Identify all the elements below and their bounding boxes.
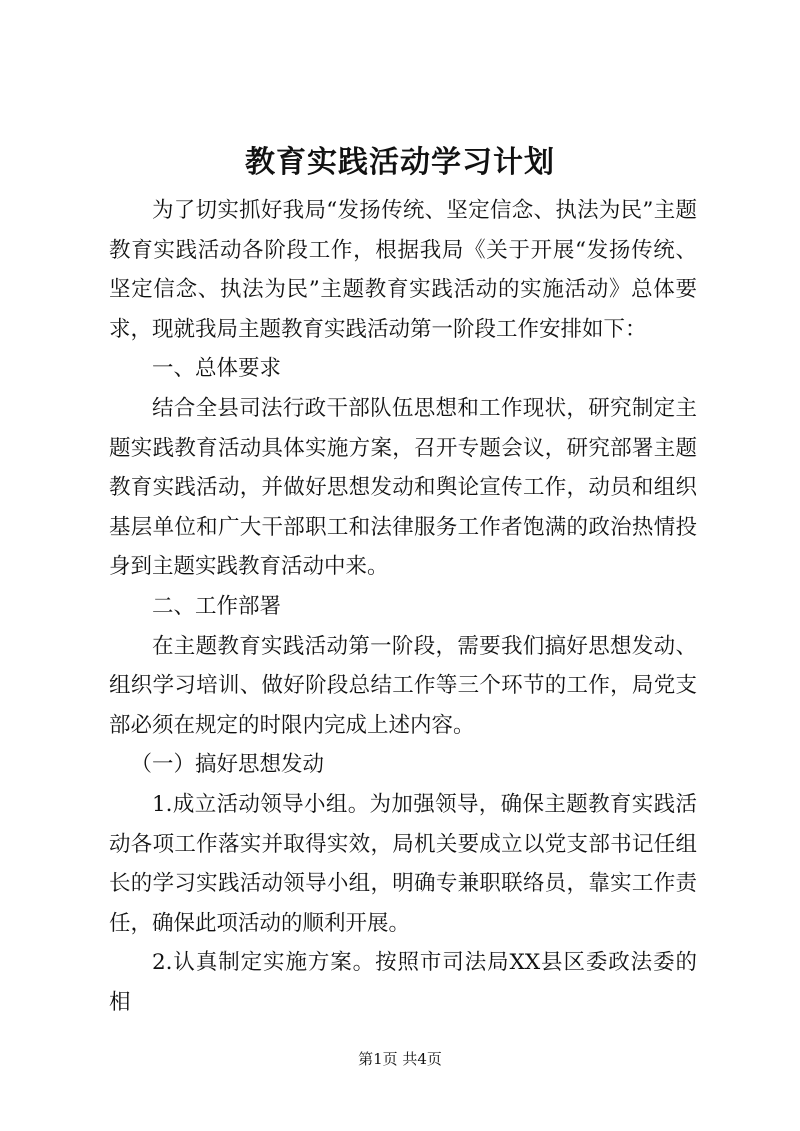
heading-work-deployment: 二、工作部署 bbox=[152, 593, 282, 619]
paragraph-item-1: 1.成立活动领导小组。为加强领导，确保主题教育实践活动各项工作落实并取得实效，局机关要成立以党支部书记任组长的学习实践活动领导小组，明确专兼职联络员，靠实工作责任，确保此项活动的顺利开展。 bbox=[109, 791, 697, 936]
subheading-mobilization: （一）搞好思想发动 bbox=[130, 752, 325, 778]
page-footer: 第1页 共4页 bbox=[358, 1050, 442, 1068]
paragraph-item-2: 2.认真制定实施方案。按照市司法局XX县区委政法委的相 bbox=[109, 950, 697, 1015]
heading-general-requirements: 一、总体要求 bbox=[152, 356, 282, 382]
document-body bbox=[109, 191, 697, 1022]
paragraph-intro: 为了切实抓好我局“发扬传统、坚定信念、执法为民”主题教育实践活动各阶段工作，根据我局《关于开展“发扬传统、坚定信念、执法为民”主题教育实践活动的实施活动》总体要求，现就我局主题教育实践活动第一阶段工作安排如下： bbox=[109, 198, 697, 342]
paragraph-work-deployment: 在主题教育实践活动第一阶段，需要我们搞好思想发动、组织学习培训、做好阶段总结工作等三个环节的工作，局党支部必须在规定的时限内完成上述内容。 bbox=[109, 633, 697, 738]
document-title: 教育实践活动学习计划 bbox=[245, 145, 555, 180]
paragraph-general-requirements: 结合全县司法行政干部队伍思想和工作现状，研究制定主题实践教育活动具体实施方案，召开专题会议，研究部署主题教育实践活动，并做好思想发动和舆论宣传工作，动员和组织基层单位和广大干部职工和法律服务工作者饱满的政治热情投身到主题实践教育活动中来。 bbox=[109, 395, 697, 580]
